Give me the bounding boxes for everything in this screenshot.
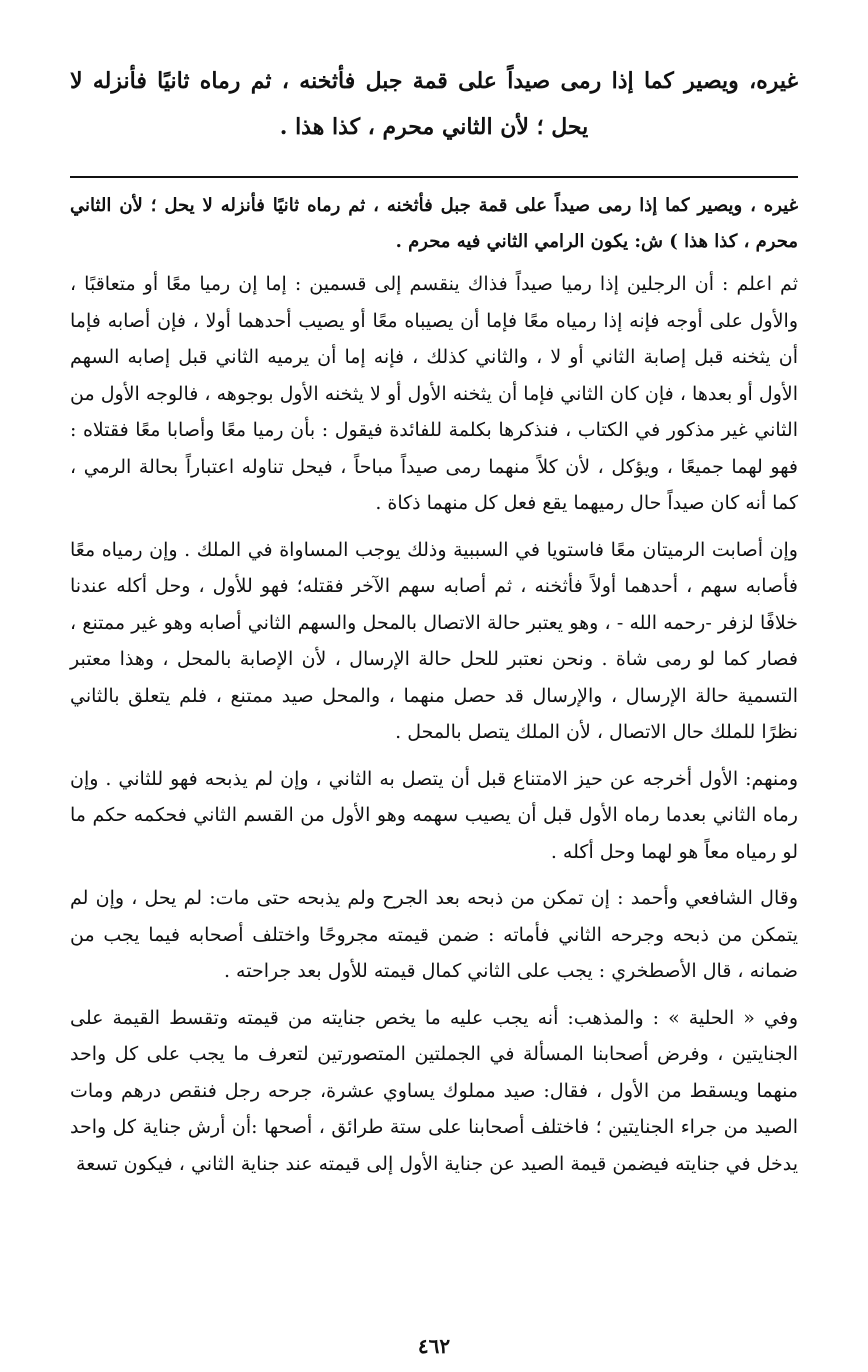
book-page <box>70 58 798 1342</box>
page-number: ٤٦٢ <box>417 1334 451 1358</box>
paragraph-1: ثم اعلم : أن الرجلين إذا رميا صيداً فذاك ينقسم إلى قسمين : إما إن رميا معًا أو متعاقبًا ، والأول على أوجه فإنه إذا رمياه معًا فإما أن يصيباه معًا أو يصيب أحدهما أولا ، فإن أصابه فإما أن يثخنه قبل إصابة الثاني أو لا ، والثاني كذلك ، فإنه إما أن يرميه الثاني قبل إصابه السهم الأول أو بعدها ، فإن كان الثاني فإما أن يثخنه الأول أو لا يثخنه الأول بوجوهه ، فالوجه الأول من الثاني غير مذكور في الكتاب ، فنذكرها بكلمة للفائدة فيقول : بأن رميا معًا وأصابا معًا فقتلاه : فهو لهما جميعًا ، ويؤكل ، لأن كلاً منهما رمى صيداً مباحاً ، فيحل تناوله اعتباراً بحالة الرمي ، كما أنه كان صيداً حال رميهما يقع فعل كل منهما ذكاة . <box>70 273 798 514</box>
paragraph-4: وقال الشافعي وأحمد : إن تمكن من ذبحه بعد الجرح ولم يذبحه حتى مات: لم يحل ، وإن لم يتمكن من ذبحه وجرحه الثاني فأماته : ضمن قيمته مجروحًا واختلف أصحابه فيما يجب من ضمانه ، قال الأصطخري : يجب على الثاني كمال قيمته للأول بعد جراحته . <box>70 887 798 982</box>
paragraph-3: ومنهم: الأول أخرجه عن حيز الامتناع قبل أن يتصل به الثاني ، وإن لم يذبحه فهو للثاني . وإن رماه الثاني بعدما رماه الأول قبل أن يصيب سهمه وهو الأول من القسم الثاني فحكمه حكم ما لو رمياه معاً هو لهما وحل أكله . <box>70 767 798 863</box>
quoted-text: غيره ، ويصير كما إذا رمى صيداً على قمة جبل فأثخنه ، ثم رماه ثانيًا فأنزله لا يحل ؛ لأن الثاني محرم ، كذا هذا ) ش: يكون الرامي الثاني فيه محرم . <box>70 195 798 252</box>
separator-rule <box>70 176 798 178</box>
paragraph-2: وإن أصابت الرميتان معًا فاستويا في السببية وذلك يوجب المساواة في الملك . وإن رمياه معًا فأصابه سهم ، أحدهما أولاً فأثخنه ، ثم أصابه سهم الآخر فقتله؛ فهو للأول ، وحل أكله عندنا خلافًا لزفر -رحمه الله - ، وهو يعتبر حالة الاتصال بالمحل والسهم الثاني أصابه وهو غير ممتنع ، فصار كما لو رمى شاة . ونحن نعتبر للحل حالة الإرسال ، لأن الإصابة بالمحل ، وهذا معتبر التسمية حالة الإرسال ، والإرسال قد حصل منهما ، والمحل صيد ممتنع ، فلم يتعلق بالثاني نظرًا للملك حال الاتصال ، لأن الملك يتصل بالمحل . <box>70 538 798 743</box>
paragraph-5: وفي « الحلية » : والمذهب: أنه يجب عليه ما يخص جنايته من قيمته وتقسط القيمة على الجنايتين ، وفرض أصحابنا المسألة في الجملتين المتصورتين لتعرف ما يجب على كل واحد منهما ويسقط من الأول ، فقال: صيد مملوك يساوي عشرة، جرحه رجل فنقص درهم ومات الصيد من جراء الجنايتين ؛ فاختلف أصحابنا على ستة طرائق ، أصحها :أن أرش جناية كل واحد يدخل في جنايته فيضمن قيمة الصيد عن جناية الأول إلى قيمته عند جناية الثاني ، فيكون تسعة <box>70 1006 799 1175</box>
header-text: غيره، ويصير كما إذا رمى صيداً على قمة جبل فأثخنه ، ثم رماه ثانيًا فأنزله لا يحل ؛ لأن الثاني محرم ، كذا هذا . <box>70 68 799 140</box>
